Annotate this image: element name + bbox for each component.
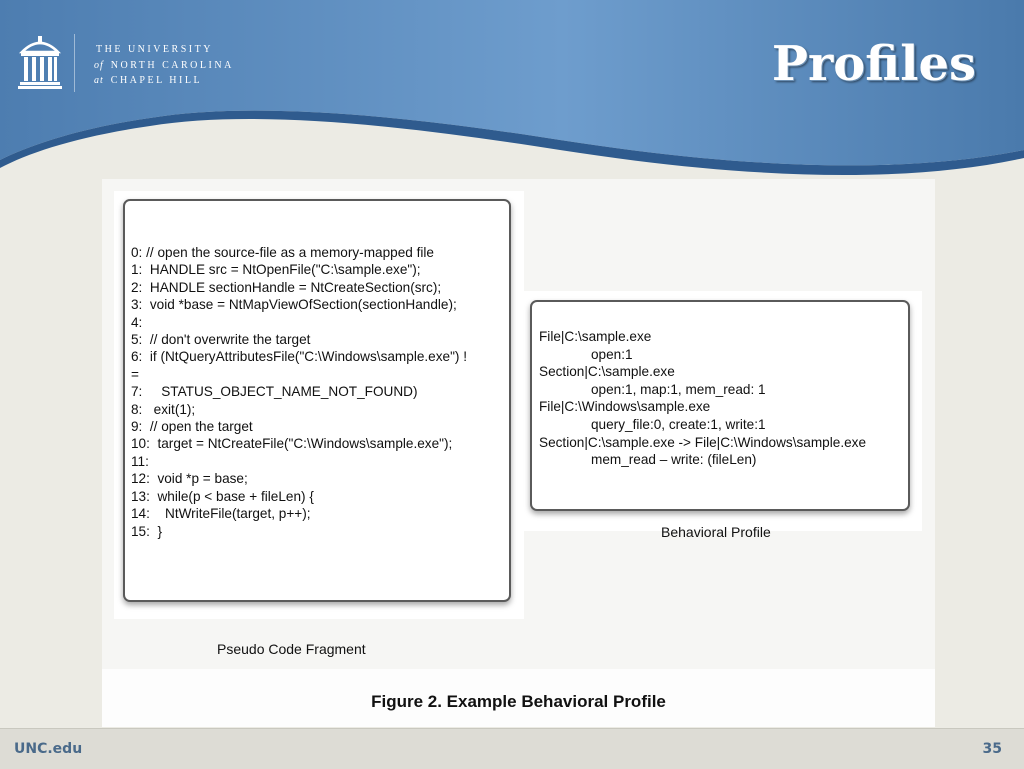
pseudo-code-box bbox=[123, 199, 511, 602]
figure-title: Figure 2. Example Behavioral Profile bbox=[371, 692, 666, 711]
code-line: 7: STATUS_OBJECT_NAME_NOT_FOUND) bbox=[131, 384, 418, 400]
profile-line: open:1 bbox=[591, 346, 633, 362]
pseudo-code-caption: Pseudo Code Fragment bbox=[217, 641, 366, 657]
university-wordmark bbox=[94, 42, 234, 89]
code-line: 1: HANDLE src = NtOpenFile("C:\sample.exe"); bbox=[131, 262, 421, 278]
wordmark-line-2: of NORTH CAROLINA bbox=[94, 59, 234, 71]
code-line: = bbox=[131, 366, 139, 382]
code-line: 15: } bbox=[131, 523, 162, 539]
header-banner bbox=[0, 0, 1024, 185]
figure-image bbox=[102, 179, 935, 727]
code-line: 13: while(p < base + fileLen) { bbox=[131, 488, 314, 504]
slide-number: 35 bbox=[982, 741, 1002, 757]
wordmark-line-1: THE UNIVERSITY bbox=[96, 44, 213, 55]
unc-old-well-logo[interactable] bbox=[18, 32, 78, 94]
profile-line: File|C:\Windows\sample.exe bbox=[539, 399, 711, 415]
code-line: 6: if (NtQueryAttributesFile("C:\Windows\sample.exe") ! bbox=[131, 349, 467, 365]
code-line: 2: HANDLE sectionHandle = NtCreateSection(src); bbox=[131, 279, 442, 295]
profile-line: Section|C:\sample.exe bbox=[539, 364, 675, 380]
profile-line: query_file:0, create:1, write:1 bbox=[591, 416, 766, 432]
code-line: 10: target = NtCreateFile("C:\Windows\sample.exe"); bbox=[131, 436, 453, 452]
footer-bar bbox=[0, 728, 1024, 769]
code-line: 9: // open the target bbox=[131, 419, 253, 435]
code-line: 5: // don't overwrite the target bbox=[131, 332, 311, 348]
profile-line: open:1, map:1, mem_read: 1 bbox=[591, 381, 766, 397]
header-wave bbox=[0, 0, 1024, 185]
old-well-icon bbox=[18, 32, 62, 90]
profile-line: Section|C:\sample.exe -> File|C:\Windows\sample.exe bbox=[539, 434, 867, 450]
code-line: 8: exit(1); bbox=[131, 401, 196, 417]
code-line: 12: void *p = base; bbox=[131, 471, 248, 487]
code-line: 4: bbox=[131, 314, 143, 330]
logo-divider bbox=[74, 34, 75, 92]
wordmark-line-3: at CHAPEL HILL bbox=[94, 75, 203, 86]
behavioral-profile-box bbox=[530, 300, 910, 511]
code-line: 11: bbox=[131, 453, 149, 469]
footer-site-link[interactable]: UNC.edu bbox=[14, 741, 83, 757]
code-line: 14: NtWriteFile(target, p++); bbox=[131, 506, 311, 522]
behavioral-profile-caption: Behavioral Profile bbox=[661, 524, 771, 540]
profile-line: File|C:\sample.exe bbox=[539, 329, 652, 344]
figure-panel bbox=[102, 179, 935, 669]
slide-title: Profiles bbox=[771, 36, 976, 92]
profile-line: mem_read – write: (fileLen) bbox=[591, 452, 757, 468]
code-line: 0: // open the source-file as a memory-mapped file bbox=[131, 245, 434, 260]
code-line: 3: void *base = NtMapViewOfSection(sectionHandle); bbox=[131, 297, 457, 313]
